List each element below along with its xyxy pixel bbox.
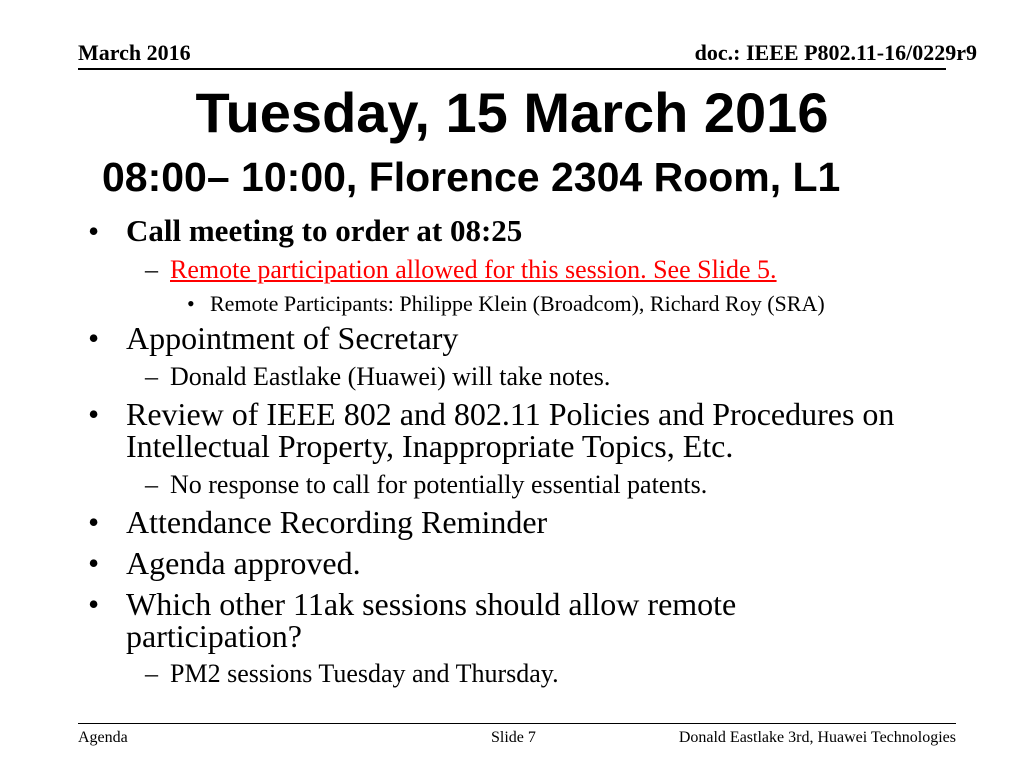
footer-slide-number: Slide 7 [491, 729, 536, 746]
bullet-icon: • [88, 213, 100, 249]
item-patents-note: No response to call for potentially essential patents. [170, 470, 708, 499]
dash-icon: – [145, 470, 158, 499]
bullet-icon: • [88, 545, 100, 581]
item-which-line1: Which other 11ak sessions should allow remote [126, 586, 737, 622]
item-agenda: Agenda approved. [126, 545, 361, 581]
dash-icon: – [145, 659, 158, 688]
item-review-line2: Intellectual Property, Inappropriate Topics, Etc. [126, 428, 734, 464]
footer-author: Donald Eastlake 3rd, Huawei Technologies [678, 729, 956, 746]
item-review-line1: Review of IEEE 802 and 802.11 Policies and Procedures on [126, 396, 895, 432]
bullet-icon: • [88, 504, 100, 540]
item-secretary-note: Donald Eastlake (Huawei) will take notes. [170, 362, 611, 391]
item-call-to-order: Call meeting to order at 08:25 [126, 213, 523, 248]
item-appointment: Appointment of Secretary [126, 320, 459, 356]
bullet-icon: • [88, 586, 100, 622]
item-attendance: Attendance Recording Reminder [126, 504, 548, 540]
footer-left: Agenda [78, 729, 128, 746]
slide-title: Tuesday, 15 March 2016 [195, 81, 829, 144]
bullet-icon: • [88, 320, 100, 356]
bullet-icon: • [88, 396, 100, 432]
bullet-icon: • [187, 291, 195, 316]
header-doc-id: doc.: IEEE P802.11-16/0229r9 [694, 40, 977, 65]
item-remote-participants: Remote Participants: Philippe Klein (Broadcom), Richard Roy (SRA) [210, 291, 825, 316]
header-rule [78, 68, 946, 70]
header-date: March 2016 [78, 40, 191, 65]
dash-icon: – [145, 255, 158, 284]
item-which-line2: participation? [126, 618, 302, 654]
remote-participation-link[interactable]: Remote participation allowed for this session. See Slide 5. [170, 255, 777, 284]
footer-rule [78, 723, 956, 724]
slide-subtitle: 08:00– 10:00, Florence 2304 Room, L1 [102, 154, 841, 200]
item-pm2-note: PM2 sessions Tuesday and Thursday. [170, 659, 559, 688]
dash-icon: – [145, 362, 158, 391]
